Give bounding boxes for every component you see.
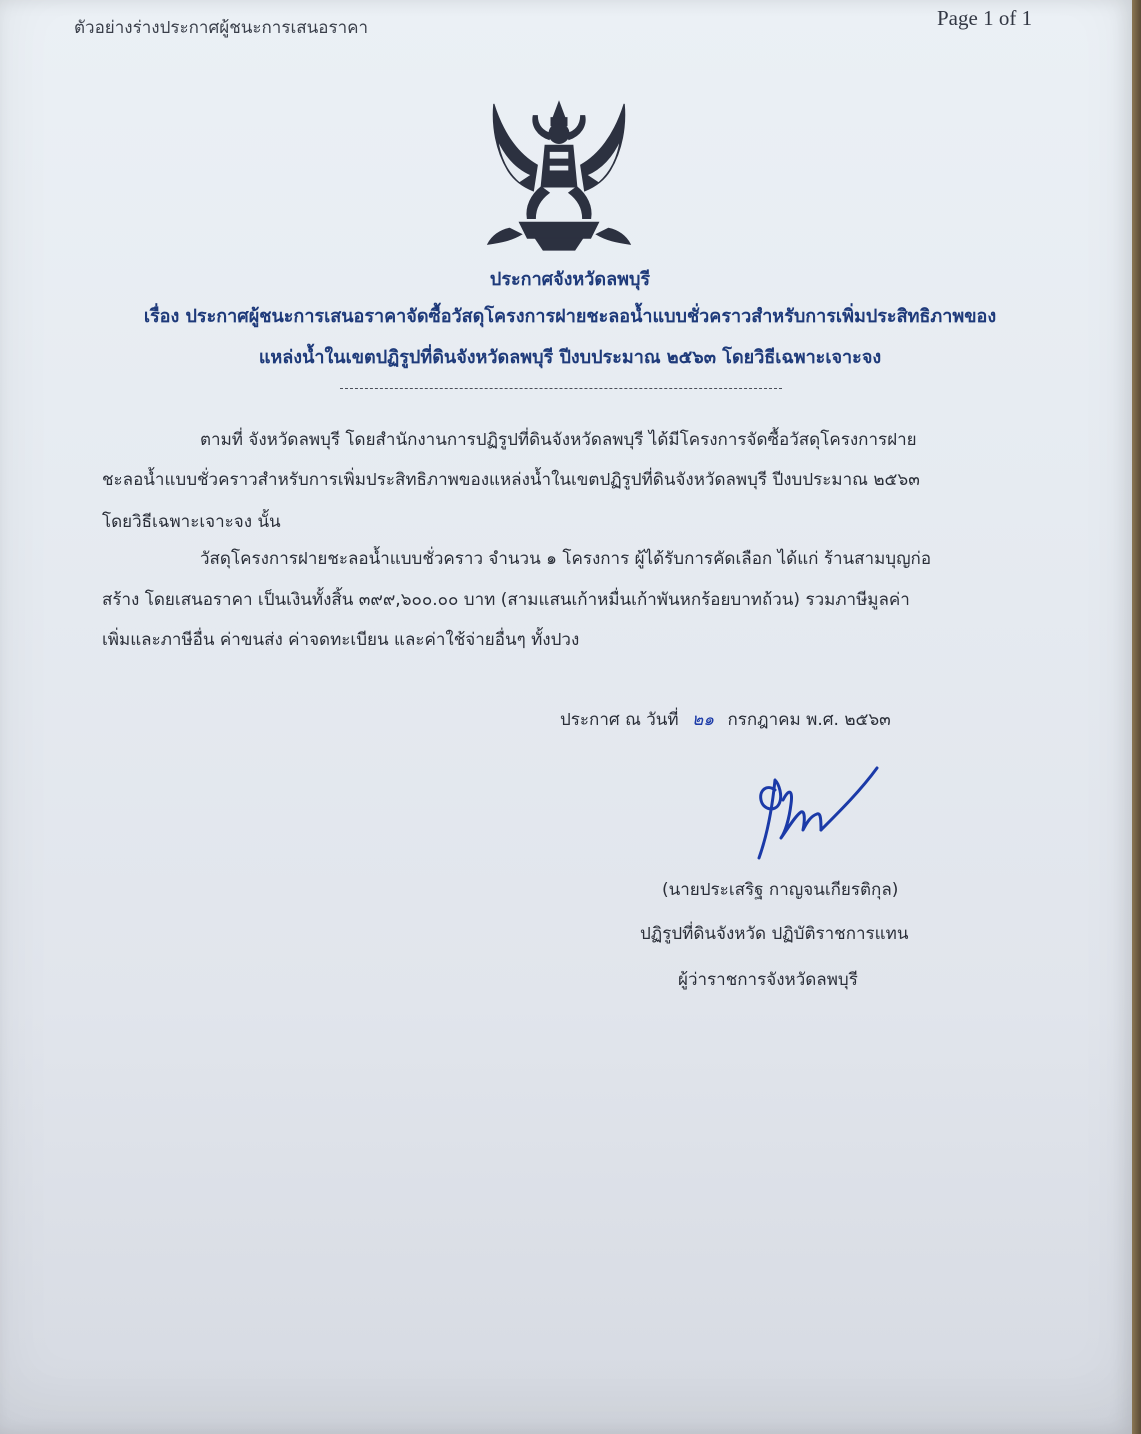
signatory-position-1: ปฏิรูปที่ดินจังหวัด ปฏิบัติราชการแทน: [640, 924, 909, 944]
subject-line-2: แหล่งน้ำในเขตปฏิรูปที่ดินจังหวัดลพบุรี ปีงบประมาณ ๒๕๖๓ โดยวิธีเฉพาะเจาะจง: [258, 347, 882, 368]
subject-line-1: เรื่อง ประกาศผู้ชนะการเสนอราคาจัดซื้อวัสดุโครงการฝายชะลอน้ำแบบชั่วคราวสำหรับการเพิ่มประสิทธิภาพของ: [143, 306, 997, 327]
paragraph-2-line-3: เพิ่มและภาษีอื่น ค่าขนส่ง ค่าจดทะเบียน และค่าใช้จ่ายอื่นๆ ทั้งปวง: [102, 630, 580, 650]
paragraph-2-line-2: สร้าง โดยเสนอราคา เป็นเงินทั้งสิ้น ๓๙๙,๖๐๐.๐๐ บาท (สามแสนเก้าหมื่นเก้าพันหกร้อยบาทถ้วน) รวมภาษีมูลค่า: [102, 590, 910, 610]
document-label: ตัวอย่างร่างประกาศผู้ชนะการเสนอราคา: [74, 18, 369, 38]
background-edge: [1132, 0, 1141, 1434]
handwritten-signature-icon: [745, 760, 885, 870]
page-indicator: Page 1 of 1: [937, 6, 1033, 30]
paragraph-1-line-2: ชะลอน้ำแบบชั่วคราวสำหรับการเพิ่มประสิทธิภาพของแหล่งน้ำในเขตปฏิรูปที่ดินจังหวัดลพบุรี ปีงบประมาณ ๒๕๖๓: [102, 470, 920, 490]
paragraph-1-line-1: ตามที่ จังหวัดลพบุรี โดยสำนักงานการปฏิรูปที่ดินจังหวัดลพบุรี ได้มีโครงการจัดซื้อวัสดุโครงการฝาย: [200, 430, 917, 450]
section-divider: [340, 388, 782, 389]
signatory-name: (นายประเสริฐ กาญจนเกียรติกุล): [662, 880, 899, 900]
paragraph-1-line-3: โดยวิธีเฉพาะเจาะจง นั้น: [102, 512, 281, 532]
announcement-title: ประกาศจังหวัดลพบุรี: [489, 269, 651, 290]
garuda-emblem-icon: [480, 96, 638, 254]
announcement-date: [560, 706, 891, 733]
date-day-handwritten: ๒๑: [692, 710, 715, 730]
signatory-position-2: ผู้ว่าราชการจังหวัดลพบุรี: [678, 970, 858, 990]
date-prefix: ประกาศ ณ วันที่: [560, 710, 679, 730]
paragraph-2-line-1: วัสดุโครงการฝายชะลอน้ำแบบชั่วคราว จำนวน ๑ โครงการ ผู้ได้รับการคัดเลือก ได้แก่ ร้านสามบุญก่อ: [200, 549, 932, 569]
date-suffix: กรกฎาคม พ.ศ. ๒๕๖๓: [727, 710, 891, 730]
